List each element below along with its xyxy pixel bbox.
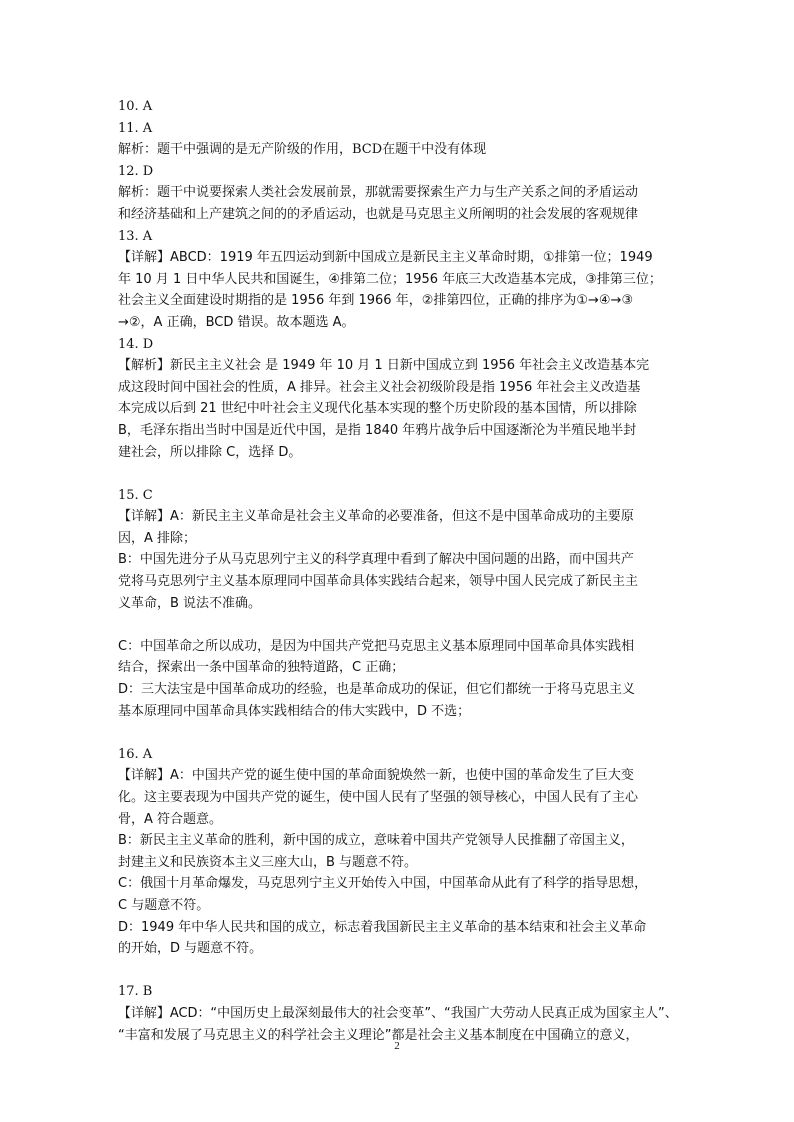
answer-number: 10. A: [118, 99, 153, 114]
explanation-line: D：1949 年中华人民共和国的成立，标志着我国新民主主义革命的基本结束和社会主义革命: [118, 919, 647, 935]
blank-line: [118, 614, 678, 636]
blank-line: [118, 463, 678, 485]
explanation-line: 社会主义全面建设时期指的是 1956 年到 1966 年，②排第四位，正确的排序为①→④→③: [118, 293, 634, 309]
answer-number: 14. D: [118, 336, 154, 352]
explanation-line: 【详解】ABCD：1919 年五四运动到新中国成立是新民主主义革命时期，①排第一位；1949: [118, 250, 653, 266]
answer-number: 17. B: [118, 984, 153, 1000]
explanation-line: 解析：题干中强调的是无产阶级的作用，BCD在题干中没有体现: [118, 142, 487, 158]
explanation-line: 本完成以后到 21 世纪中叶社会主义现代化基本实现的整个历史阶段的基本国情，所以排除: [118, 401, 637, 417]
explanation-line: C：中国革命之所以成功，是因为中国共产党把马克思主义基本原理同中国革命具体实践相: [118, 638, 635, 654]
explanation-line: 化。这主要表现为中国共产党的诞生，使中国人民有了坚强的领导核心，中国人民有了主心: [118, 790, 639, 805]
explanation-line: B：新民主主义革命的胜利，新中国的成立，意味着中国共产党领导人民推翻了帝国主义，: [118, 833, 634, 849]
explanation-line: 【详解】ACD：“中国历史上最深刻最伟大的社会变革”、“我国广大劳动人民真正成为国家主人”、: [118, 1005, 678, 1021]
answer-number: 15. C: [118, 487, 153, 503]
explanation-line: D：三大法宝是中国革命成功的经验，也是革命成功的保证，但它们都统一于将马克思主义: [118, 682, 636, 698]
blank-line: [118, 722, 678, 744]
explanation-line: 骨，A 符合题意。: [118, 811, 223, 827]
page-number: 2: [394, 1040, 400, 1052]
blank-line: [118, 960, 678, 982]
explanation-line: →②，A 正确，BCD 错误。故本题选 A。: [118, 314, 355, 330]
explanation-line: B，毛泽东指出当时中国是近代中国，是指 1840 年鸦片战争后中国逐渐沦为半殖民地半封: [118, 422, 637, 438]
explanation-line: 解析：题干中说要探索人类社会发展前景，那就需要探索生产力与生产关系之间的矛盾运动: [118, 185, 639, 201]
answer-number: 13. A: [118, 228, 153, 244]
explanation-line: B：中国先进分子从马克思列宁主义的科学真理中看到了解决中国问题的出路，而中国共产: [118, 552, 634, 568]
explanation-line: 【解析】新民主主义社会 是 1949 年 10 月 1 日新中国成立到 1956 年社会主义改造基本完: [118, 358, 650, 374]
answer-number: 12. D: [118, 163, 154, 179]
explanation-line: 成这段时间中国社会的性质，A 排异。社会主义社会初级阶段是指 1956 年社会主义改造基: [118, 379, 641, 395]
answer-number: 11. A: [118, 120, 153, 136]
answer-text-body: [118, 96, 678, 1046]
explanation-line: 基本原理同中国革命具体实践相结合的伟大实践中，D 不选；: [118, 703, 471, 719]
explanation-line: 封建主义和民族资本主义三座大山，B 与题意不符。: [118, 854, 418, 870]
explanation-line: 年 10 月 1 日中华人民共和国诞生，④排第二位；1956 年底三大改造基本完成，③排第三位；: [118, 271, 662, 287]
explanation-line: 建社会，所以排除 C，选择 D。: [118, 444, 302, 460]
explanation-line: 党将马克思列宁主义基本原理同中国革命具体实践结合起来，领导中国人民完成了新民主主: [118, 574, 639, 590]
explanation-line: 因，A 排除；: [118, 530, 197, 546]
explanation-line: “丰富和发展了马克思主义的科学社会主义理论”都是社会主义基本制度在中国确立的意义，: [118, 1027, 639, 1043]
explanation-line: 【详解】A：新民主主义革命是社会主义革命的必要准备，但这不是中国革命成功的主要原: [118, 509, 634, 525]
explanation-line: 结合，探索出一条中国革命的独特道路，C 正确；: [118, 660, 405, 676]
explanation-line: 【详解】A：中国共产党的诞生使中国的革命面貌焕然一新，也使中国的革命发生了巨大变: [118, 768, 634, 784]
explanation-line: C 与题意不符。: [118, 897, 210, 913]
explanation-line: C：俄国十月革命爆发，马克思列宁主义开始传入中国，中国革命从此有了科学的指导思想，: [118, 876, 648, 892]
explanation-line: 的开始，D 与题意不符。: [118, 941, 263, 957]
explanation-line: 和经济基础和上产建筑之间的的矛盾运动，也就是马克思主义所阐明的社会发展的客观规律: [118, 206, 639, 222]
explanation-line: 义革命，B 说法不准确。: [118, 595, 262, 611]
answer-number: 16. A: [118, 746, 153, 762]
